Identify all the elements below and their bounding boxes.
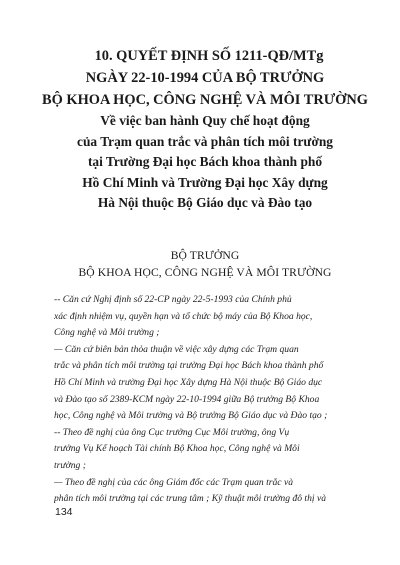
authority-ministry: BỘ KHOA HỌC, CÔNG NGHỆ VÀ MÔI TRƯỜNG bbox=[78, 266, 332, 279]
authority-heading bbox=[40, 247, 370, 281]
preamble bbox=[54, 292, 370, 508]
decision-subject-line: tại Trường Đại học Bách khoa thành phố bbox=[87, 154, 323, 169]
preamble-paragraph bbox=[54, 292, 370, 342]
authority-title: BỘ TRƯỞNG bbox=[170, 249, 240, 262]
preamble-paragraph bbox=[54, 475, 370, 508]
issuing-authority: BỘ KHOA HỌC, CÔNG NGHỆ VÀ MÔI TRƯỜNG bbox=[42, 92, 368, 108]
preamble-paragraph bbox=[54, 342, 370, 425]
text-line: xác định nhiệm vụ, quyền hạn và tổ chức bộ máy của Bộ Khoa học, bbox=[54, 310, 313, 322]
text-line: Công nghệ và Môi trường ; bbox=[54, 327, 160, 339]
text-line: — Căn cứ biên bản thỏa thuận về việc xây dựng các Trạm quan bbox=[54, 343, 299, 355]
text-line: -- Theo đề nghị của ông Cục trưởng Cục Môi trường, ông Vụ bbox=[54, 426, 290, 438]
text-line: trường ; bbox=[54, 459, 86, 471]
decision-subject-line: Về việc ban hành Quy chế hoạt động bbox=[100, 113, 310, 128]
text-line: học, Công nghệ và Môi trường và Bộ trưởng Bộ Giáo dục và Đào tạo ; bbox=[54, 410, 328, 422]
decision-subject-line: Hà Nội thuộc Bộ Giáo dục và Đào tạo bbox=[97, 195, 313, 210]
decision-number: 10. QUYẾT ĐỊNH SỐ 1211-QĐ/MTg bbox=[94, 48, 324, 64]
text-line: trắc và phân tích môi trường tại trường Đại học Bách khoa thành phố bbox=[54, 360, 324, 372]
text-line: và Đào tạo số 2389-KCM ngày 22-10-1994 giữa Bộ trưởng Bộ Khoa bbox=[54, 393, 320, 405]
decision-header bbox=[40, 45, 370, 214]
decision-date: NGÀY 22-10-1994 CỦA BỘ TRƯỞNG bbox=[85, 70, 325, 86]
text-line: Hồ Chí Minh và trường Đại học Xây dựng Hà Nội thuộc Bộ Giáo dục bbox=[54, 376, 323, 388]
text-line: trưởng Vụ Kế hoạch Tài chính Bộ Khoa học, Công nghệ và Môi bbox=[54, 443, 300, 455]
text-line: phân tích môi trường tại các trung tâm ; Kỹ thuật môi trường đô thị và bbox=[54, 493, 326, 505]
text-line: -- Căn cứ Nghị định số 22-CP ngày 22-5-1993 của Chính phủ bbox=[54, 294, 292, 305]
preamble-paragraph bbox=[54, 425, 370, 475]
text-line: — Theo đề nghị của các ông Giám đốc các Trạm quan trắc và bbox=[54, 476, 294, 488]
decision-subject-line: Hồ Chí Minh và Trường Đại học Xây dựng bbox=[82, 174, 328, 190]
page-number: 134 bbox=[55, 506, 73, 518]
decision-subject-line: của Trạm quan trắc và phân tích môi trường bbox=[77, 133, 333, 149]
